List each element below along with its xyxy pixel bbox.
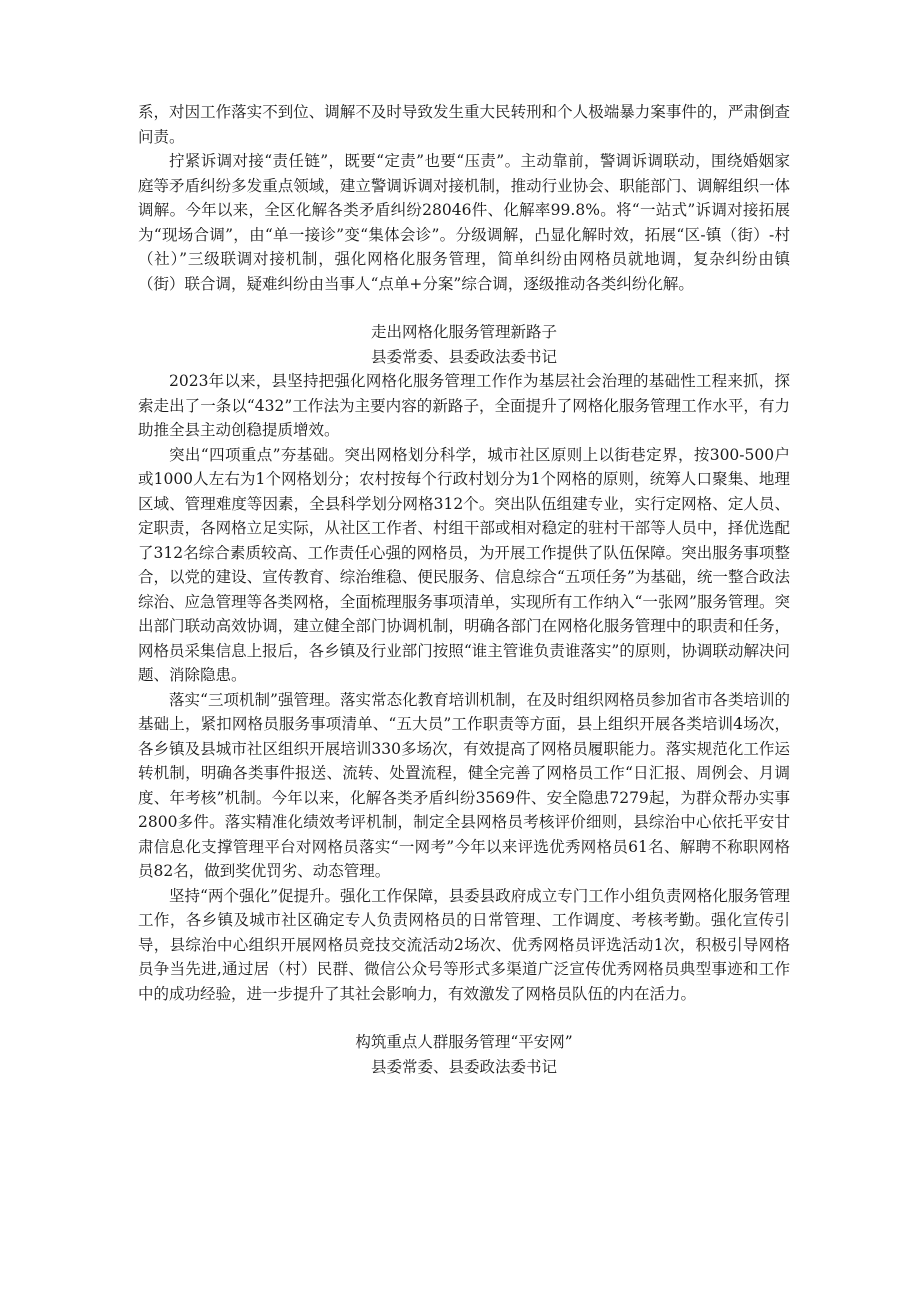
paragraph-two-strengthening: 坚持“两个强化”促提升。强化工作保障，县委县政府成立专门工作小组负责网格化服务管理工作，各乡镇及城市社区确定专人负责网格员的日常管理、工作调度、考核考勤。强化宣传引导，县综治中心组织开展网格员竞技交流活动2场次、优秀网格员评选活动1次，积极引导网格员争当先进,通过居（村）民群、微信公众号等形式多渠道广泛宣传优秀网格员典型事迹和工作中的成功经验，进一步提升了其社会影响力，有效激发了网格员队伍的内在活力。 [138,886,790,1003]
section-title-grid-management: 走出网格化服务管理新路子 [370,323,557,341]
document-page [138,100,790,1079]
paragraph-three-mechanisms: 落实“三项机制”强管理。落实常态化教育培训机制，在及时组织网格员参加省市各类培训的基础上，紧扣网格员服务事项清单、“五大员”工作职责等方面，县上组织开展各类培训4场次，各乡镇及县城市社区组织开展培训330多场次，有效提高了网格员履职能力。落实规范化工作运转机制，明确各类事件报送、流转、处置流程，健全完善了网格员工作“日汇报、周例会、月调度、年考核”机制。今年以来，化解各类矛盾纠纷3569件、安全隐患7279起，为群众帮办实事2800多件。落实精准化绩效考评机制，制定全县网格员考核评价细则，县综治中心依托平安甘肃信息化支撑管理平台对网格员落实“一网考”今年以来评选优秀网格员61名、解聘不称职网格员82名，做到奖优罚劣、动态管理。 [138,690,790,880]
section-title-key-groups: 构筑重点人群服务管理“平安网” [355,1033,573,1051]
continued-paragraph: 系，对因工作落实不到位、调解不及时导致发生重大民转刑和个人极端暴力案事件的，严肃倒查问责。 [138,103,790,146]
paragraph-litigation-mediation: 拧紧诉调对接“责任链”，既要“定责”也要“压责”。主动靠前，警调诉调联动，围绕婚姻家庭等矛盾纠纷多发重点领域，建立警调诉调对接机制，推动行业协会、职能部门、调解组织一体调解。今年以来，全区化解各类矛盾纠纷28046件、化解率99.8%。将“一站式”诉调对接拓展为“现场合调”，由“单一接诊”变“集体会诊”。分级调解，凸显化解时效，拓展“区-镇（街）-村（社）”三级联调对接机制，强化网格化服务管理，简单纠纷由网格员就地调，复杂纠纷由镇（街）联合调，疑难纠纷由当事人“点单+分案”综合调，逐级推动各类纠纷化解。 [138,152,790,293]
section-author-key-groups: 县委常委、县委政法委书记 [370,1057,557,1076]
section-gap [138,296,790,320]
section-author-grid-management: 县委常委、县委政法委书记 [370,347,557,366]
paragraph-intro: 2023年以来，县坚持把强化网格化服务管理工作作为基层社会治理的基础性工程来抓，探索走出了一条以“432”工作法为主要内容的新路子，全面提升了网格化服务管理工作水平，有力助推全县主动创稳提质增效。 [138,372,790,439]
paragraph-four-priorities: 突出“四项重点”夯基础。突出网格划分科学，城市社区原则上以街巷定界，按300-500户或1000人左右为1个网格划分；农村按每个行政村划分为1个网格的原则，统筹人口聚集、地理区域、管理难度等因素，全县科学划分网格312个。突出队伍组建专业，实行定网格、定人员、定职责，各网格立足实际，从社区工作者、村组干部或相对稳定的驻村干部等人员中，择优选配了312名综合素质较高、工作责任心强的网格员，为开展工作提供了队伍保障。突出服务事项整合，以党的建设、宣传教育、综治维稳、便民服务、信息综合“五项任务”为基础，统一整合政法综治、应急管理等各类网格，全面梳理服务事项清单，实现所有工作纳入“一张网”服务管理。突出部门联动高效协调，建立健全部门协调机制，明确各部门在网格化服务管理中的职责和任务，网格员采集信息上报后，各乡镇及行业部门按照“谁主管谁负责谁落实”的原则，协调联动解决问题、消除隐患。 [138,445,790,684]
section-gap [138,1006,790,1030]
